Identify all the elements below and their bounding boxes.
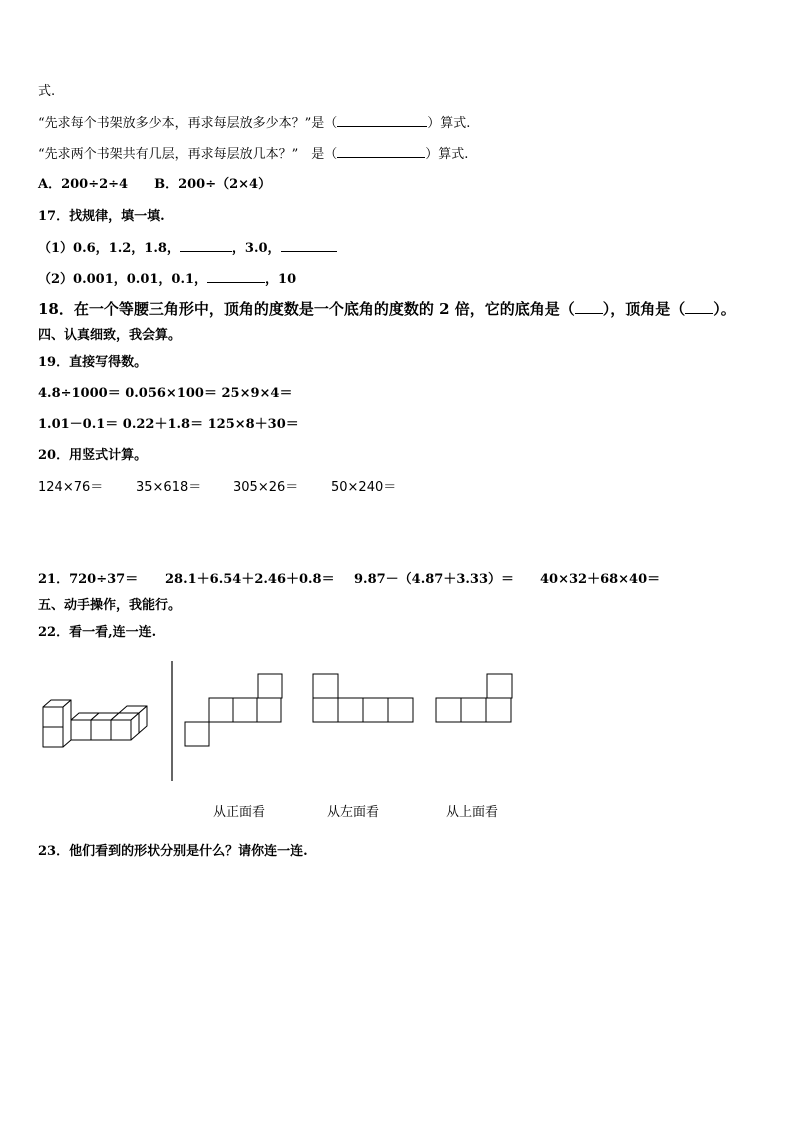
q16-line1-end: ）算式. bbox=[427, 116, 471, 131]
q16-line1 bbox=[38, 115, 470, 132]
q19-row1: 4.8÷1000＝ 0.056×100＝ 25×9×4＝ bbox=[38, 386, 293, 401]
q17-blank-1[interactable] bbox=[180, 240, 232, 252]
q17-blank-3[interactable] bbox=[207, 271, 265, 283]
q20-item-1: 124×76＝ bbox=[38, 480, 104, 495]
q16-line2 bbox=[38, 146, 468, 163]
q20-item-4: 50×240＝ bbox=[331, 480, 397, 495]
q18 bbox=[38, 301, 736, 317]
cube-arrangement-figure bbox=[40, 698, 155, 750]
q17-row1-mid: ，3.0， bbox=[231, 241, 281, 256]
q18-blank-apex-angle[interactable] bbox=[685, 302, 713, 314]
continued-text: 式. bbox=[38, 84, 56, 99]
label-front-view[interactable]: 从正面看 bbox=[213, 805, 266, 820]
view-shape-3[interactable] bbox=[435, 672, 515, 726]
q18-text: 18．在一个等腰三角形中，顶角的度数是一个底角的度数的 2 倍，它的底角是（ bbox=[38, 300, 575, 318]
q22-title: 22．看一看,连一连. bbox=[38, 625, 157, 640]
section-four-heading: 四、认真细致，我会算。 bbox=[38, 328, 182, 343]
q19-row2: 1.01－0.1＝ 0.22＋1.8＝ 125×8＋30＝ bbox=[38, 417, 299, 432]
figure-divider bbox=[170, 661, 174, 781]
q20-title: 20．用竖式计算。 bbox=[38, 448, 148, 463]
q17-blank-2[interactable] bbox=[281, 240, 337, 252]
q16-line2-text: “先求两个书架共有几层，再求每层放几本？” 是（ bbox=[38, 147, 338, 162]
q21-item-3: 9.87－（4.87＋3.33）＝ bbox=[354, 572, 514, 587]
q17-row2-end: ，10 bbox=[265, 272, 297, 287]
q17-row1-text: （1）0.6，1.2，1.8， bbox=[38, 241, 180, 256]
q17-row2 bbox=[38, 271, 296, 288]
q21-item-4: 40×32＋68×40＝ bbox=[540, 572, 661, 587]
section-five-heading: 五、动手操作，我能行。 bbox=[38, 598, 182, 613]
q16-blank-1[interactable] bbox=[337, 115, 427, 127]
q20-item-2: 35×618＝ bbox=[136, 480, 202, 495]
view-shape-1[interactable] bbox=[183, 673, 285, 749]
q18-end: ）。 bbox=[713, 300, 736, 318]
q16-line2-end: ）算式. bbox=[425, 147, 469, 162]
view-shape-2[interactable] bbox=[312, 672, 416, 726]
q17-row1 bbox=[38, 240, 337, 257]
q20-item-3: 305×26＝ bbox=[233, 480, 299, 495]
q21-item-2: 28.1＋6.54＋2.46＋0.8＝ bbox=[165, 572, 335, 587]
q16-line1-text: “先求每个书架放多少本，再求每层放多少本？”是（ bbox=[38, 116, 338, 131]
q19-title: 19．直接写得数。 bbox=[38, 355, 148, 370]
q16-blank-2[interactable] bbox=[337, 146, 425, 158]
label-top-view[interactable]: 从上面看 bbox=[446, 805, 499, 820]
q17-title: 17．找规律，填一填. bbox=[38, 209, 165, 224]
q16-options: A．200÷2÷4 B．200÷（2×4） bbox=[38, 177, 272, 192]
q18-blank-base-angle[interactable] bbox=[575, 302, 603, 314]
label-left-view[interactable]: 从左面看 bbox=[327, 805, 380, 820]
q21-item-1: 21．720÷37＝ bbox=[38, 572, 139, 587]
q17-row2-text: （2）0.001，0.01，0.1， bbox=[38, 272, 208, 287]
q23-title: 23．他们看到的形状分别是什么？请你连一连. bbox=[38, 844, 308, 859]
q18-mid: ），顶角是（ bbox=[602, 300, 686, 318]
